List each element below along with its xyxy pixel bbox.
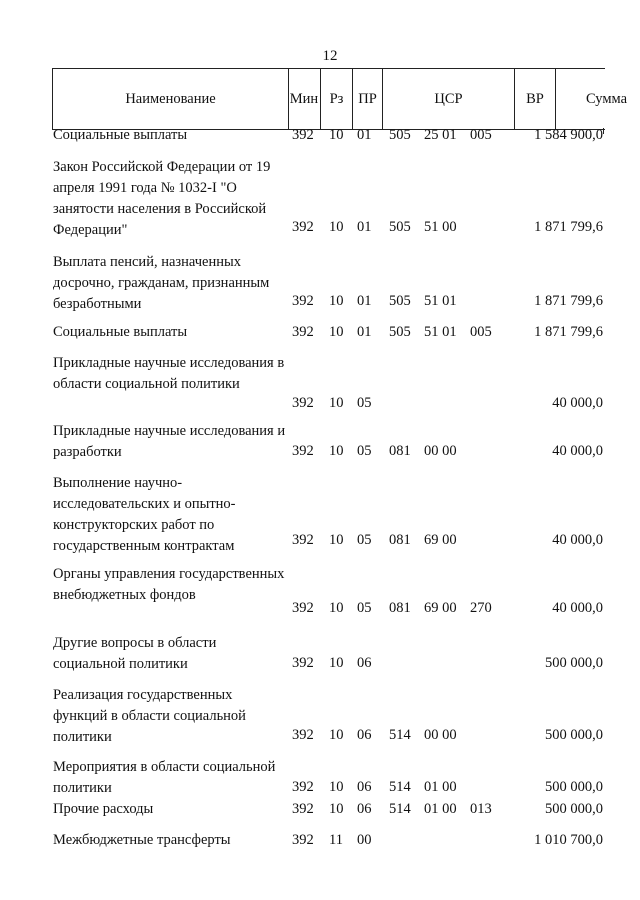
row-csr-code: 505 [389,219,411,235]
header-min: Мин [288,69,321,129]
row-csr-code: 514 [389,727,411,743]
row-min: 392 [292,600,314,616]
row-name: Выплата пенсий, назначенных досрочно, гражданам, признанным безработными [53,254,270,312]
row-name: Межбюджетные трансферты [53,832,231,848]
row-pr: 06 [357,727,372,743]
row-min: 392 [292,324,314,340]
table-row [0,633,640,675]
row-min: 392 [292,293,314,309]
row-pr: 01 [357,324,372,340]
row-vr: 270 [470,600,492,616]
header-sum: Сумма [586,90,628,107]
row-pr: 01 [357,219,372,235]
row-rz: 10 [329,443,344,459]
row-csr-subcode: 25 01 [424,127,457,143]
row-name: Прочие расходы [53,801,154,817]
table-row [0,125,640,147]
row-rz: 10 [329,127,344,143]
row-pr: 06 [357,801,372,817]
row-rz: 10 [329,655,344,671]
row-name: Органы управления государственных внебюджетных фондов [53,566,285,603]
table-row [0,421,640,463]
header-rz: Рз [321,69,353,129]
row-sum: 1 871 799,6 [534,293,603,309]
header-name: Наименование [53,69,289,129]
row-sum: 500 000,0 [545,779,603,795]
row-csr-code: 081 [389,600,411,616]
row-pr: 06 [357,655,372,671]
row-pr: 05 [357,600,372,616]
row-sum: 500 000,0 [545,801,603,817]
row-min: 392 [292,219,314,235]
row-pr: 05 [357,443,372,459]
row-sum: 40 000,0 [552,532,603,548]
row-rz: 10 [329,395,344,411]
row-rz: 10 [329,727,344,743]
row-pr: 01 [357,293,372,309]
row-min: 392 [292,655,314,671]
row-csr-subcode: 69 00 [424,600,457,616]
row-min: 392 [292,801,314,817]
row-min: 392 [292,443,314,459]
table-row [0,322,640,344]
row-csr-subcode: 51 01 [424,293,457,309]
row-csr-code: 505 [389,127,411,143]
row-pr: 00 [357,832,372,848]
row-name: Мероприятия в области социальной политики [53,759,276,796]
row-rz: 10 [329,779,344,795]
table-row [0,473,640,557]
row-min: 392 [292,395,314,411]
row-min: 392 [292,532,314,548]
header-csr: ЦСР [383,69,515,129]
row-name: Прикладные научные исследования в области социальной политики [53,355,285,392]
row-csr-subcode: 51 00 [424,219,457,235]
row-pr: 01 [357,127,372,143]
row-sum: 1 010 700,0 [534,832,603,848]
table-row [0,685,640,748]
row-sum: 1 871 799,6 [534,324,603,340]
row-min: 392 [292,832,314,848]
table-row [0,353,640,416]
row-csr-code: 514 [389,779,411,795]
row-pr: 05 [357,532,372,548]
table-row [0,799,640,821]
table-row [0,757,640,799]
table-row [0,830,640,852]
table-row [0,564,640,627]
row-rz: 10 [329,324,344,340]
row-name: Социальные выплаты [53,127,188,143]
row-pr: 05 [357,395,372,411]
row-csr-code: 081 [389,532,411,548]
row-name: Социальные выплаты [53,324,188,340]
row-sum: 40 000,0 [552,395,603,411]
row-name: Прикладные научные исследования и разработки [53,423,286,460]
row-sum: 500 000,0 [545,727,603,743]
row-vr: 005 [470,127,492,143]
row-vr: 013 [470,801,492,817]
row-csr-code: 505 [389,293,411,309]
header-pr: ПР [353,69,383,129]
row-csr-subcode: 00 00 [424,727,457,743]
row-csr-code: 505 [389,324,411,340]
row-csr-code: 081 [389,443,411,459]
row-sum: 40 000,0 [552,443,603,459]
row-csr-subcode: 00 00 [424,443,457,459]
row-name: Другие вопросы в области социальной политики [53,635,217,672]
row-rz: 10 [329,532,344,548]
row-pr: 06 [357,779,372,795]
table-row [0,157,640,241]
row-vr: 005 [470,324,492,340]
row-rz: 10 [329,219,344,235]
row-rz: 11 [329,832,343,848]
row-name: Реализация государственных функций в области социальной политики [53,687,246,745]
row-rz: 10 [329,801,344,817]
row-csr-subcode: 51 01 [424,324,457,340]
row-sum: 40 000,0 [552,600,603,616]
row-sum: 500 000,0 [545,655,603,671]
row-min: 392 [292,727,314,743]
row-csr-code: 514 [389,801,411,817]
header-vr: ВР [515,69,556,129]
row-sum: 1 871 799,6 [534,219,603,235]
row-min: 392 [292,127,314,143]
row-rz: 10 [329,293,344,309]
page-number: 12 [322,48,338,64]
row-csr-subcode: 01 00 [424,801,457,817]
row-min: 392 [292,779,314,795]
row-rz: 10 [329,600,344,616]
row-sum: 1 584 900,0 [534,127,603,143]
row-name: Выполнение научно-исследовательских и опытно-конструкторских работ по государственным контрактам [53,475,236,554]
row-csr-subcode: 69 00 [424,532,457,548]
table-row [0,252,640,315]
row-csr-subcode: 01 00 [424,779,457,795]
table-header [52,68,628,130]
row-name: Закон Российской Федерации от 19 апреля 1991 года № 1032-I "О занятости населения в Российской Федерации" [53,159,271,238]
